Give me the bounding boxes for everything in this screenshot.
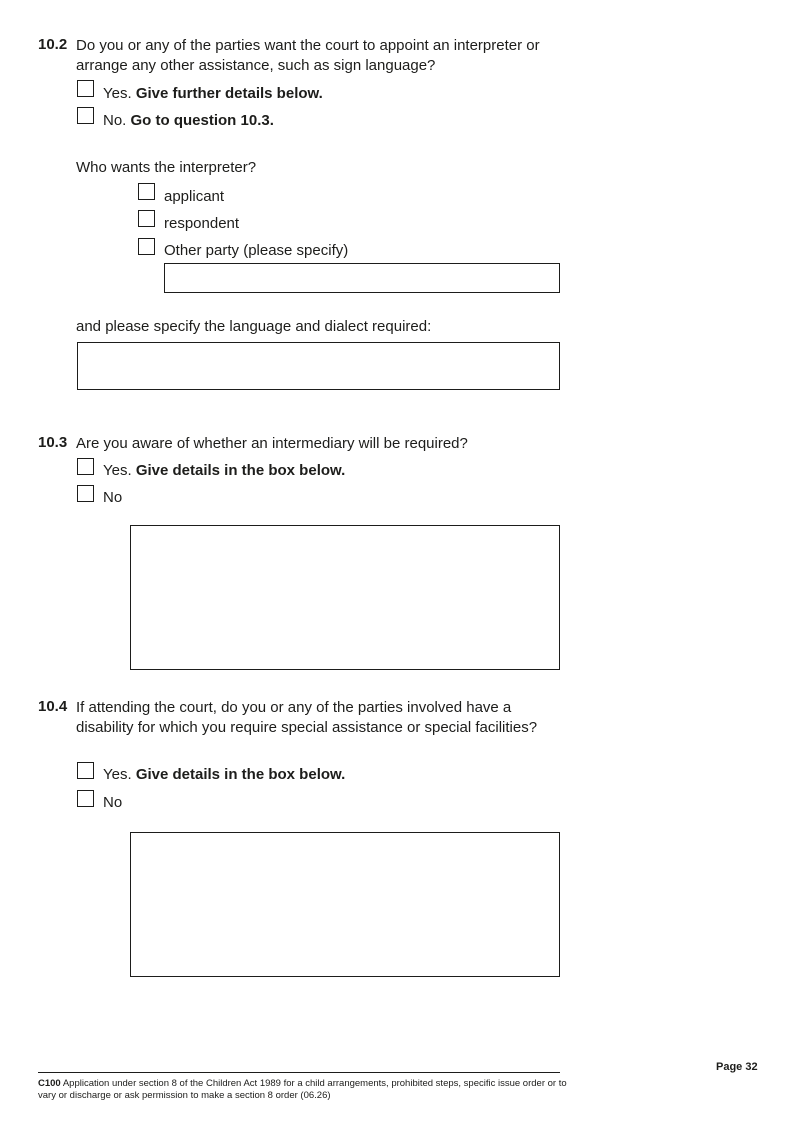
footer-divider bbox=[38, 1072, 560, 1073]
page-number: Page 32 bbox=[716, 1061, 758, 1073]
language-dialect-field[interactable] bbox=[77, 342, 560, 390]
option-10-3-yes-label: Yes. bbox=[103, 462, 132, 479]
option-10-2-yes-label: Yes. bbox=[103, 85, 132, 102]
option-10-3-yes-instruction: Give details in the box below. bbox=[135, 462, 346, 479]
checkbox-10-2-yes[interactable] bbox=[77, 80, 94, 97]
option-10-2-no bbox=[103, 112, 274, 130]
question-text-10-3: Are you aware of whether an intermediary will be required? bbox=[76, 435, 468, 452]
interpreter-option-other-party: Other party (please specify) bbox=[164, 242, 349, 259]
question-number-10-3: 10.3 bbox=[38, 434, 68, 451]
interpreter-option-respondent: respondent bbox=[164, 215, 240, 232]
footer-description: Application under section 8 of the Children Act 1989 for a child arrangements, prohibited steps, specific issue order or to vary or discharge or ask permission to make a section 8 order (06.26) bbox=[38, 1078, 567, 1101]
checkbox-10-3-no[interactable] bbox=[77, 485, 94, 502]
intermediary-details-field[interactable] bbox=[130, 525, 560, 670]
question-text-10-4: If attending the court, do you or any of the parties involved have a disability for which you require special assistance or special facilities? bbox=[76, 699, 538, 736]
checkbox-10-2-no[interactable] bbox=[77, 107, 94, 124]
interpreter-option-applicant: applicant bbox=[164, 188, 225, 205]
disability-details-field[interactable] bbox=[130, 832, 560, 977]
footer-form-code: C100 bbox=[38, 1078, 61, 1089]
checkbox-10-4-no[interactable] bbox=[77, 790, 94, 807]
option-10-2-no-label: No. bbox=[103, 112, 127, 129]
option-10-2-yes bbox=[103, 85, 323, 103]
question-text-10-2: Do you or any of the parties want the court to appoint an interpreter or arrange any other assistance, such as sign language? bbox=[76, 37, 540, 74]
option-10-4-yes-instruction: Give details in the box below. bbox=[135, 766, 346, 783]
option-10-4-yes-label: Yes. bbox=[103, 766, 132, 783]
option-10-2-no-instruction: Go to question 10.3. bbox=[130, 112, 274, 129]
option-10-2-yes-instruction: Give further details below. bbox=[135, 85, 323, 102]
footer-text bbox=[38, 1078, 578, 1102]
question-number-10-4: 10.4 bbox=[38, 698, 68, 715]
checkbox-interpreter-respondent[interactable] bbox=[138, 210, 155, 227]
other-party-specify-field[interactable] bbox=[164, 263, 560, 293]
checkbox-interpreter-applicant[interactable] bbox=[138, 183, 155, 200]
option-10-4-yes bbox=[103, 766, 345, 784]
who-wants-interpreter-question: Who wants the interpreter? bbox=[76, 159, 257, 176]
option-10-4-no-label: No bbox=[103, 794, 123, 811]
checkbox-interpreter-other-party[interactable] bbox=[138, 238, 155, 255]
option-10-3-yes bbox=[103, 462, 345, 480]
checkbox-10-4-yes[interactable] bbox=[77, 762, 94, 779]
option-10-3-no-label: No bbox=[103, 489, 123, 506]
checkbox-10-3-yes[interactable] bbox=[77, 458, 94, 475]
language-dialect-prompt: and please specify the language and dialect required: bbox=[76, 318, 432, 335]
question-number-10-2: 10.2 bbox=[38, 36, 68, 53]
